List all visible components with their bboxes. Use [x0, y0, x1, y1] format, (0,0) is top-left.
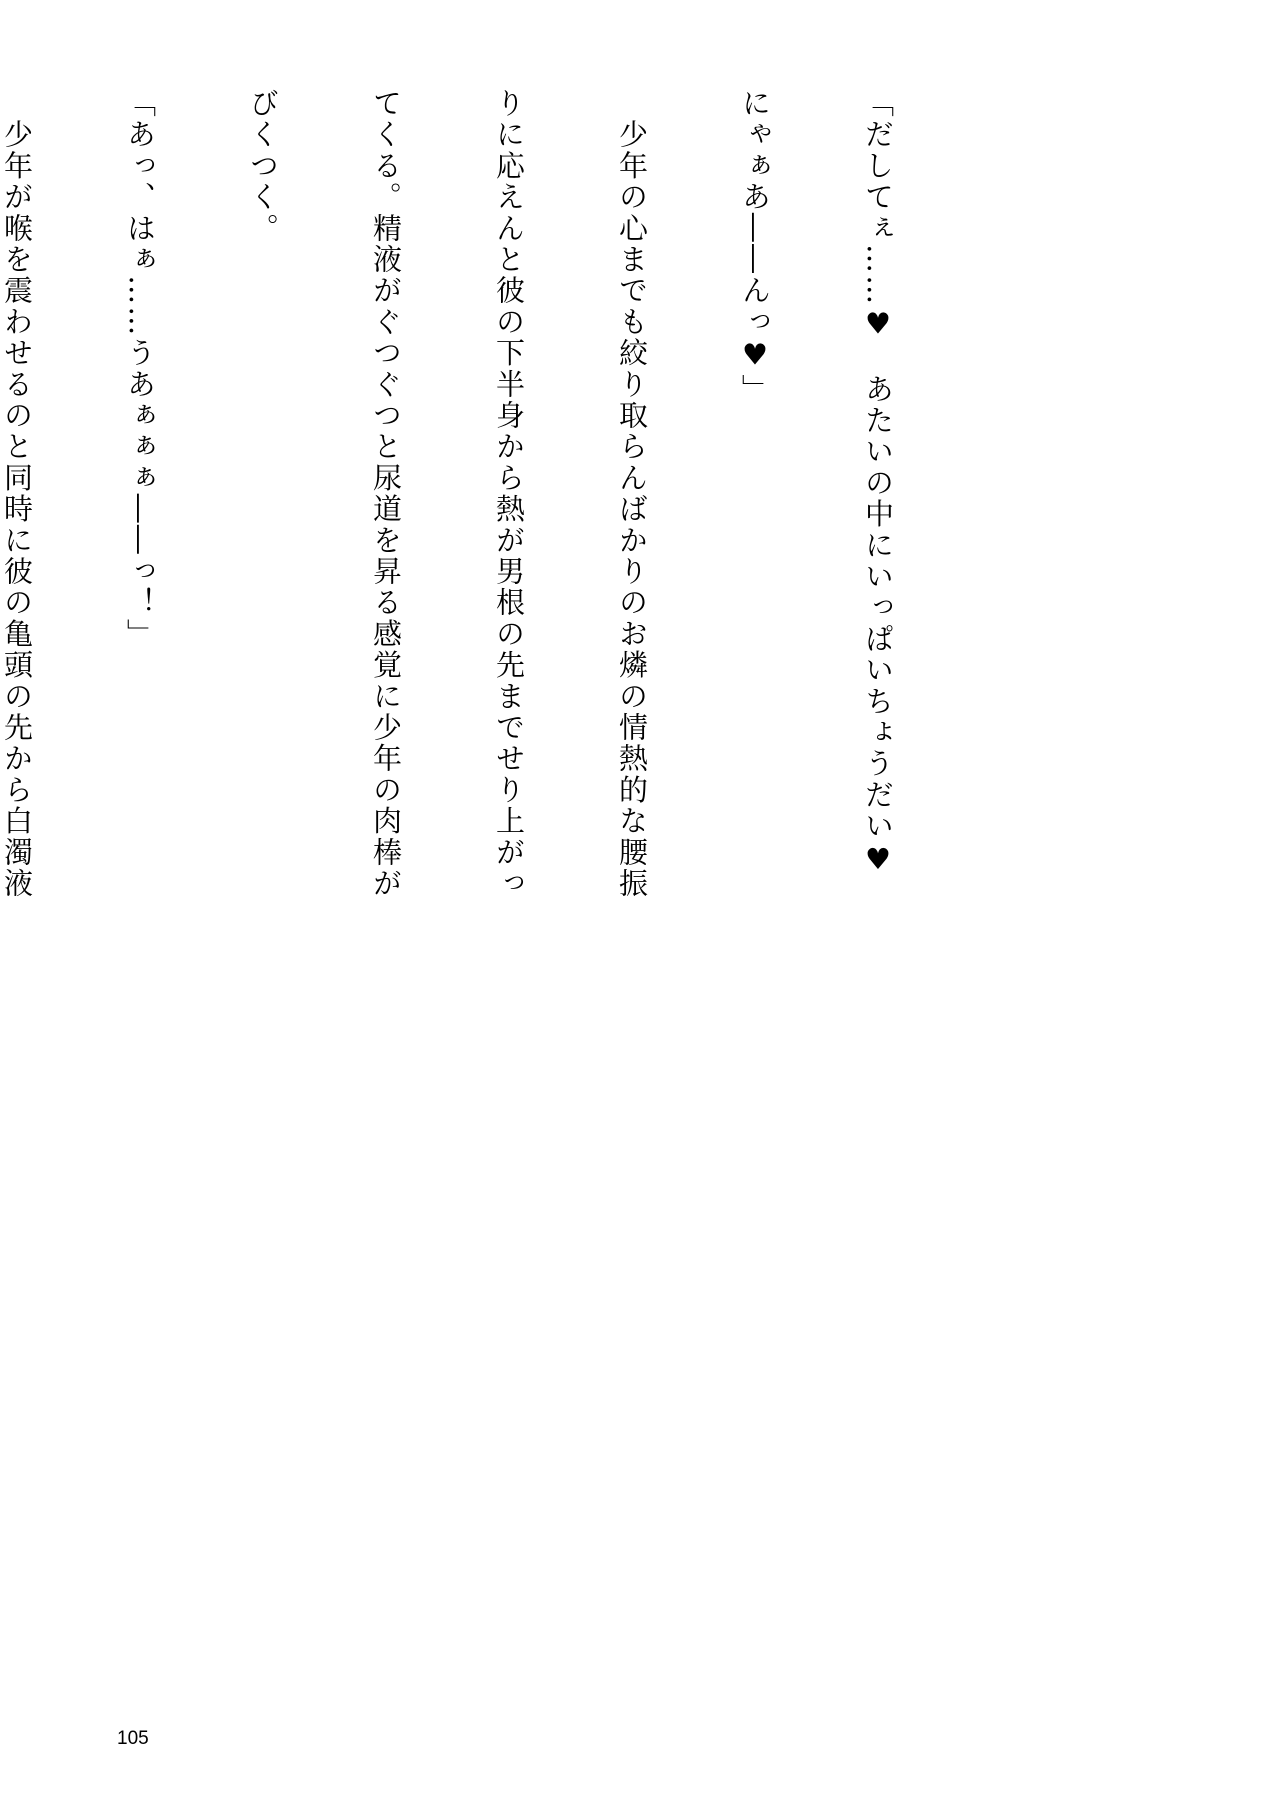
text-line: 少年が喉を震わせるのと同時に彼の亀頭の先から白濁液 — [0, 88, 34, 900]
text-line: にゃぁあ――んっ♥」 — [738, 88, 772, 405]
text-line: 少年の心までも絞り取らんばかりのお燐の情熱的な腰振 — [615, 88, 649, 900]
vertical-text-body — [0, 88, 980, 900]
text-line: びくつく。 — [246, 88, 280, 244]
text-line: りに応えんと彼の下半身から熱が男根の先までせり上がっ — [492, 88, 526, 900]
page-number: 105 — [117, 1728, 149, 1749]
text-line: てくる。精液がぐつぐつと尿道を昇る感覚に少年の肉棒が — [369, 88, 403, 900]
text-line: 「だしてぇ……♥ あたいの中にいっぱいちょうだい♥ — [861, 88, 895, 878]
text-line: 「あっ、はぁ……うあぁぁぁ――っ！」 — [123, 88, 157, 650]
